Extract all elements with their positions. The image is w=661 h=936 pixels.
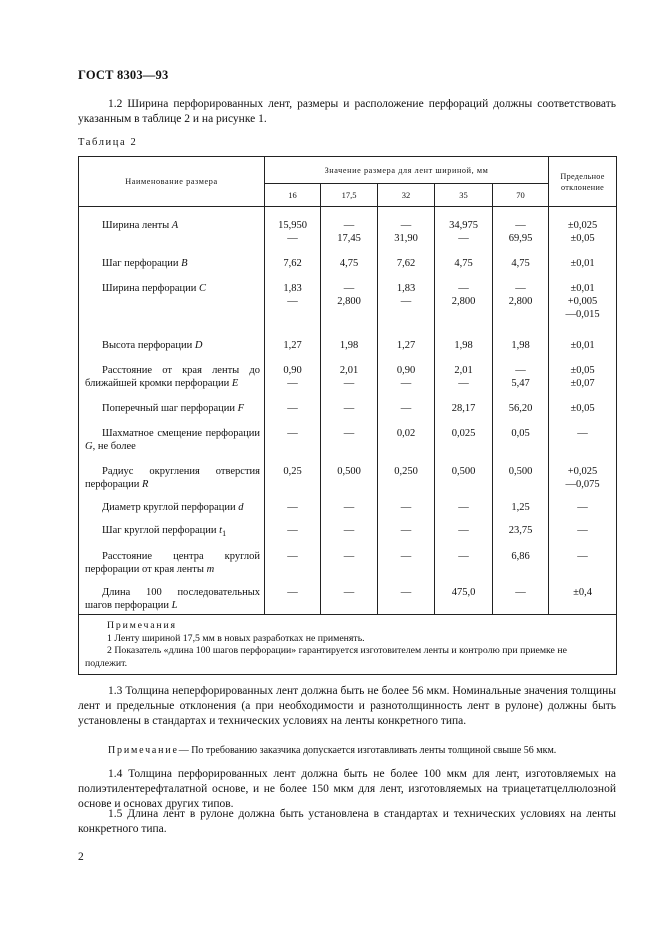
table-spacer xyxy=(79,540,617,550)
paragraph-1-5: 1.5 Длина лент в рулоне должна быть установлена в стандартах и технических условиях на ленты конкретного типа. xyxy=(78,808,616,835)
row-value: — xyxy=(265,501,321,514)
row-deviation: ±0,01 xyxy=(549,257,617,270)
page-number: 2 xyxy=(78,851,84,863)
row-deviation: ±0,01 +0,005 —0,015 xyxy=(549,282,617,321)
row-value: 2,01 — xyxy=(321,364,378,390)
row-name: Ширина перфорации C xyxy=(79,282,265,321)
paragraph-1-2: 1.2 Ширина перфорированных лент, размеры и расположение перфораций должны соответствовать указанным в таблице 2 и на рисунке 1. xyxy=(78,98,616,125)
row-deviation: ±0,025 ±0,05 xyxy=(549,219,617,245)
row-value: 15,950 — xyxy=(265,219,321,245)
row-value: 0,500 xyxy=(321,465,378,491)
row-value: 28,17 xyxy=(435,402,493,415)
table-row xyxy=(79,524,617,540)
row-value: 0,25 xyxy=(265,465,321,491)
col-value-header: Значение размера для лент шириной, мм xyxy=(265,157,549,184)
row-value: 0,05 xyxy=(493,427,549,453)
table-spacer xyxy=(79,453,617,465)
row-name: Шаг круглой перфорации $t_1$ xyxy=(79,524,265,540)
table-row xyxy=(79,550,617,576)
row-name: Диаметр круглой перфорации d xyxy=(79,501,265,514)
row-value: 1,27 xyxy=(378,339,435,352)
row-value: 1,25 xyxy=(493,501,549,514)
row-value: — xyxy=(493,586,549,612)
row-value: — xyxy=(435,501,493,514)
row-value: 2,01 — xyxy=(435,364,493,390)
row-value: 7,62 xyxy=(378,257,435,270)
row-deviation: — xyxy=(549,550,617,576)
row-value: 4,75 xyxy=(435,257,493,270)
table-spacer xyxy=(79,415,617,427)
row-value: — 69,95 xyxy=(493,219,549,245)
paragraph-1-3: 1.3 Толщина неперфорированных лент должна быть не более 56 мкм. Номинальные значения толщины лент и предельные отклонения (а при необходимости и разнотолщинность лент в рулоне) должны быть установлены в стандартах и технических условиях на ленты конкретного типа. xyxy=(78,685,616,727)
width-header: 70 xyxy=(493,184,549,207)
table-row xyxy=(79,402,617,415)
table-spacer xyxy=(79,491,617,501)
col-deviation-header: Предельное отклонение xyxy=(549,157,617,207)
table-row xyxy=(79,465,617,491)
note-2: 2 Показатель «длина 100 шагов перфорации» гарантируется изготовителем ленты и контролю при приемке не подлежит. xyxy=(85,645,567,669)
row-deviation: — xyxy=(549,427,617,453)
row-value: 0,90 — xyxy=(265,364,321,390)
perforation-table xyxy=(78,156,617,675)
table-row xyxy=(79,427,617,453)
row-value: — 2,800 xyxy=(321,282,378,321)
note-label: Примечание xyxy=(108,745,179,756)
row-value: — xyxy=(321,586,378,612)
paragraph-1-4: 1.4 Толщина перфорированных лент должна быть не более 100 мкм для лент, изготовляемых на полиэтилентерефталатной основе, и не более 150 мкм для лент, изготовляемых на триацетатцеллюлозной основе и основах других типов. xyxy=(78,768,616,810)
row-value: 0,90 — xyxy=(378,364,435,390)
row-value: 4,75 xyxy=(493,257,549,270)
row-value: — xyxy=(265,402,321,415)
document-header: ГОСТ 8303—93 xyxy=(78,68,169,82)
row-value: 0,025 xyxy=(435,427,493,453)
row-value: — xyxy=(378,550,435,576)
row-value: 475,0 xyxy=(435,586,493,612)
row-value: 4,75 xyxy=(321,257,378,270)
row-value: 56,20 xyxy=(493,402,549,415)
row-value: — 2,800 xyxy=(493,282,549,321)
table-spacer xyxy=(79,270,617,282)
row-value: — xyxy=(321,402,378,415)
row-value: 1,83 — xyxy=(378,282,435,321)
row-value: 7,62 xyxy=(265,257,321,270)
table-spacer xyxy=(79,390,617,402)
row-deviation: ±0,05 xyxy=(549,402,617,415)
row-deviation: ±0,05 ±0,07 xyxy=(549,364,617,390)
table-spacer xyxy=(79,352,617,364)
row-deviation: — xyxy=(549,524,617,540)
row-value: — xyxy=(321,501,378,514)
table-spacer xyxy=(79,321,617,339)
col-name-header: Наименование размера xyxy=(79,157,265,207)
row-deviation: ±0,4 xyxy=(549,586,617,612)
row-value: 1,83 — xyxy=(265,282,321,321)
row-value: — xyxy=(265,524,321,540)
row-value: 0,500 xyxy=(493,465,549,491)
row-value: 1,98 xyxy=(435,339,493,352)
row-value: 1,98 xyxy=(321,339,378,352)
table-row xyxy=(79,257,617,270)
row-value: — xyxy=(321,524,378,540)
row-name: Шаг перфорации B xyxy=(79,257,265,270)
row-value: — 31,90 xyxy=(378,219,435,245)
notes-title: Примечания xyxy=(107,620,177,632)
row-value: 1,98 xyxy=(493,339,549,352)
table-caption: Таблица 2 xyxy=(78,137,138,148)
table-row xyxy=(79,586,617,612)
note-1: 1 Ленту шириной 17,5 мм в новых разработках не применять. xyxy=(107,632,365,644)
row-deviation: ±0,01 xyxy=(549,339,617,352)
row-value: — xyxy=(378,501,435,514)
row-value: 34,975 — xyxy=(435,219,493,245)
row-name: Длина 100 последовательных шагов перфорации L xyxy=(79,586,265,612)
row-name: Поперечный шаг перфорации F xyxy=(79,402,265,415)
row-value: — xyxy=(435,550,493,576)
row-value: — xyxy=(378,586,435,612)
row-name: Расстояние от края ленты до ближайшей кромки перфорации E xyxy=(79,364,265,390)
row-value: — xyxy=(435,524,493,540)
table-row xyxy=(79,282,617,321)
row-name: Высота перфорации D xyxy=(79,339,265,352)
table-row xyxy=(79,501,617,514)
row-value: 23,75 xyxy=(493,524,549,540)
row-value: 0,02 xyxy=(378,427,435,453)
row-value: 0,250 xyxy=(378,465,435,491)
table-row xyxy=(79,219,617,245)
row-value: — xyxy=(321,550,378,576)
row-value: — xyxy=(265,427,321,453)
row-deviation: +0,025 —0,075 xyxy=(549,465,617,491)
table-spacer xyxy=(79,245,617,257)
row-value: 1,27 xyxy=(265,339,321,352)
row-name: Расстояние центра круглой перфорации от края ленты m xyxy=(79,550,265,576)
note-text: — По требованию заказчика допускается изготавливать ленты толщиной свыше 56 мкм. xyxy=(178,745,557,756)
table-spacer xyxy=(79,207,617,220)
row-value: — xyxy=(378,402,435,415)
row-value: — xyxy=(321,427,378,453)
row-value: 6,86 xyxy=(493,550,549,576)
row-name: Ширина ленты A xyxy=(79,219,265,245)
row-value: — xyxy=(378,524,435,540)
row-value: 0,500 xyxy=(435,465,493,491)
table-row xyxy=(79,339,617,352)
table-spacer xyxy=(79,576,617,586)
row-deviation: — xyxy=(549,501,617,514)
row-value: — 5,47 xyxy=(493,364,549,390)
row-value: — 2,800 xyxy=(435,282,493,321)
width-header: 35 xyxy=(435,184,493,207)
row-value: — 17,45 xyxy=(321,219,378,245)
row-name: Радиус округления отверстия перфорации R xyxy=(79,465,265,491)
table-row xyxy=(79,364,617,390)
row-value: — xyxy=(265,550,321,576)
row-name: Шахматное смещение перфорации G, не более xyxy=(79,427,265,453)
table-spacer xyxy=(79,514,617,524)
table-notes xyxy=(79,615,617,675)
width-header: 16 xyxy=(265,184,321,207)
width-header: 32 xyxy=(378,184,435,207)
row-value: — xyxy=(265,586,321,612)
note-thickness xyxy=(108,745,556,756)
width-header: 17,5 xyxy=(321,184,378,207)
